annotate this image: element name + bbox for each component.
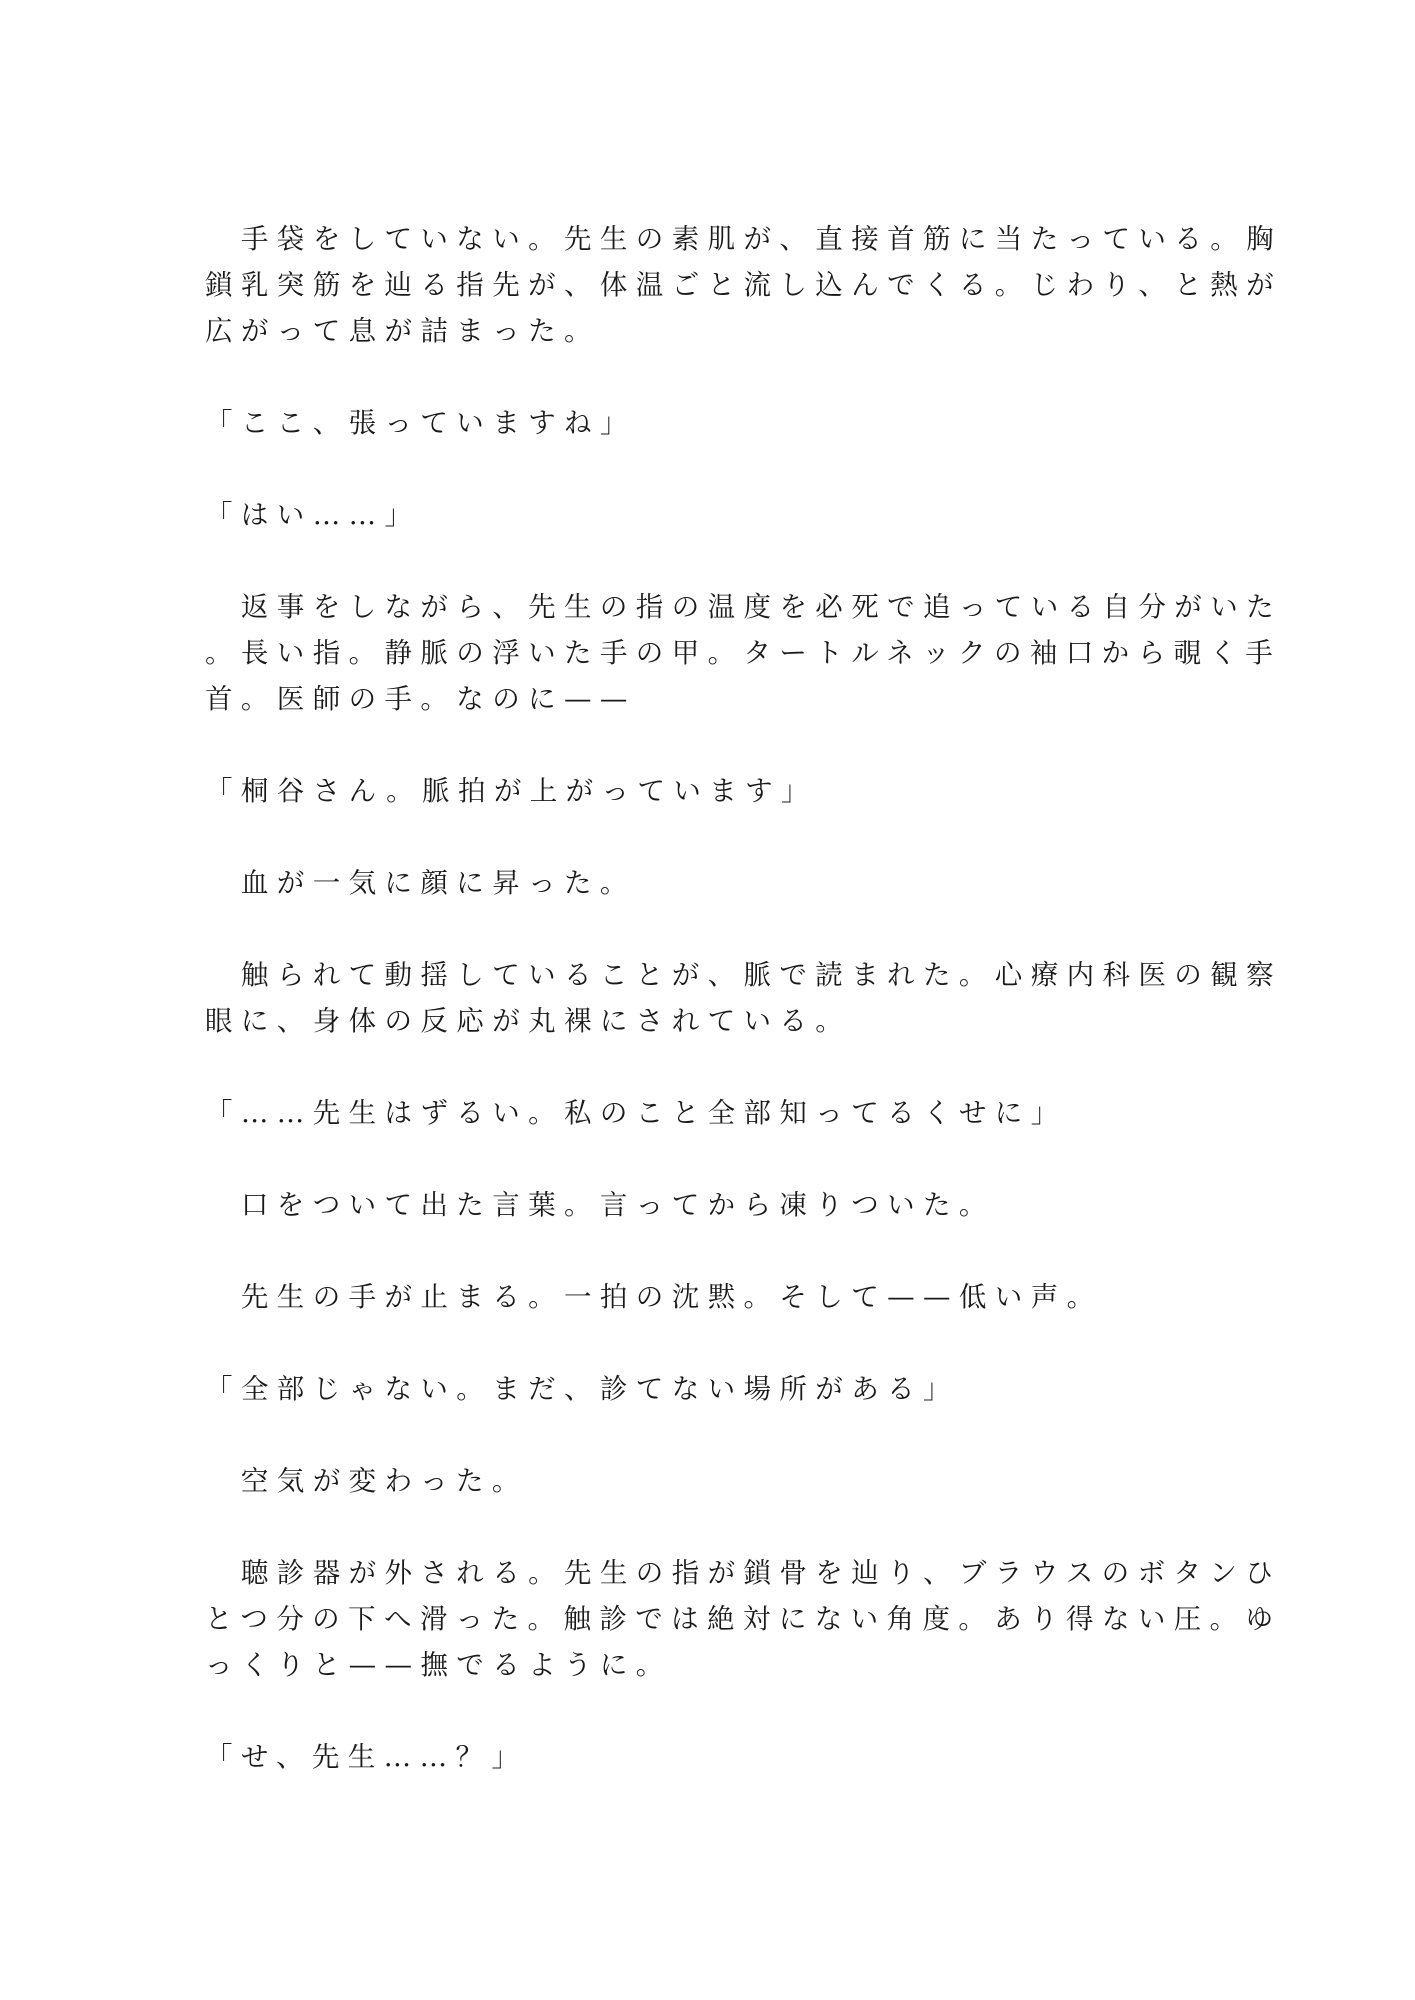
dialogue-line — [205, 768, 1205, 814]
paragraph — [205, 584, 1282, 722]
document-body — [205, 216, 1282, 1826]
text-line: 先生の手が止まる。一拍の沈黙。そして——低い声。 — [205, 1281, 1103, 1313]
text-line: 「ここ、張っていますね」 — [205, 407, 636, 439]
dialogue-line — [205, 1090, 1205, 1136]
paragraph — [205, 1458, 1205, 1504]
text-line: 口をついて出た言葉。言ってから凍りついた。 — [205, 1189, 995, 1221]
paragraph — [205, 952, 1282, 1044]
dialogue-line — [205, 492, 1205, 538]
text-line: 血が一気に顔に昇った。 — [205, 867, 636, 899]
text-line: 首。医師の手。なのに—— — [205, 683, 636, 715]
paragraph — [205, 860, 1205, 906]
text-line: 「せ、先生……？」 — [205, 1741, 528, 1773]
text-line: 。長い指。静脈の浮いた手の甲。タートルネックの袖口から覗く手 — [205, 637, 1282, 669]
text-line: 「桐谷さん。脈拍が上がっています」 — [205, 775, 817, 807]
text-line: 広がって息が詰まった。 — [205, 315, 600, 347]
text-line: 眼に、身体の反応が丸裸にされている。 — [205, 1005, 852, 1037]
dialogue-line — [205, 1366, 1205, 1412]
paragraph — [205, 1182, 1205, 1228]
text-line: 「……先生はずるい。私のこと全部知ってるくせに」 — [205, 1097, 1067, 1129]
paragraph — [205, 216, 1282, 354]
text-line: 空気が変わった。 — [205, 1465, 528, 1497]
paragraph — [205, 1550, 1282, 1688]
dialogue-line — [205, 400, 1205, 446]
text-line: っくりと——撫でるように。 — [205, 1649, 672, 1681]
text-line: 手袋をしていない。先生の素肌が、直接首筋に当たっている。胸 — [205, 223, 1282, 255]
text-line: 聴診器が外される。先生の指が鎖骨を辿り、ブラウスのボタンひ — [205, 1557, 1282, 1589]
dialogue-line — [205, 1734, 1205, 1780]
text-line: 「全部じゃない。まだ、診てない場所がある」 — [205, 1373, 959, 1405]
text-line: 「はい……」 — [205, 499, 421, 531]
text-line: とつ分の下へ滑った。触診では絶対にない角度。あり得ない圧。ゆ — [205, 1603, 1282, 1635]
text-line: 触られて動揺していることが、脈で読まれた。心療内科医の観察 — [205, 959, 1282, 991]
text-line: 返事をしながら、先生の指の温度を必死で追っている自分がいた — [205, 591, 1282, 623]
text-line: 鎖乳突筋を辿る指先が、体温ごと流し込んでくる。じわり、と熱が — [205, 269, 1282, 301]
paragraph — [205, 1274, 1205, 1320]
